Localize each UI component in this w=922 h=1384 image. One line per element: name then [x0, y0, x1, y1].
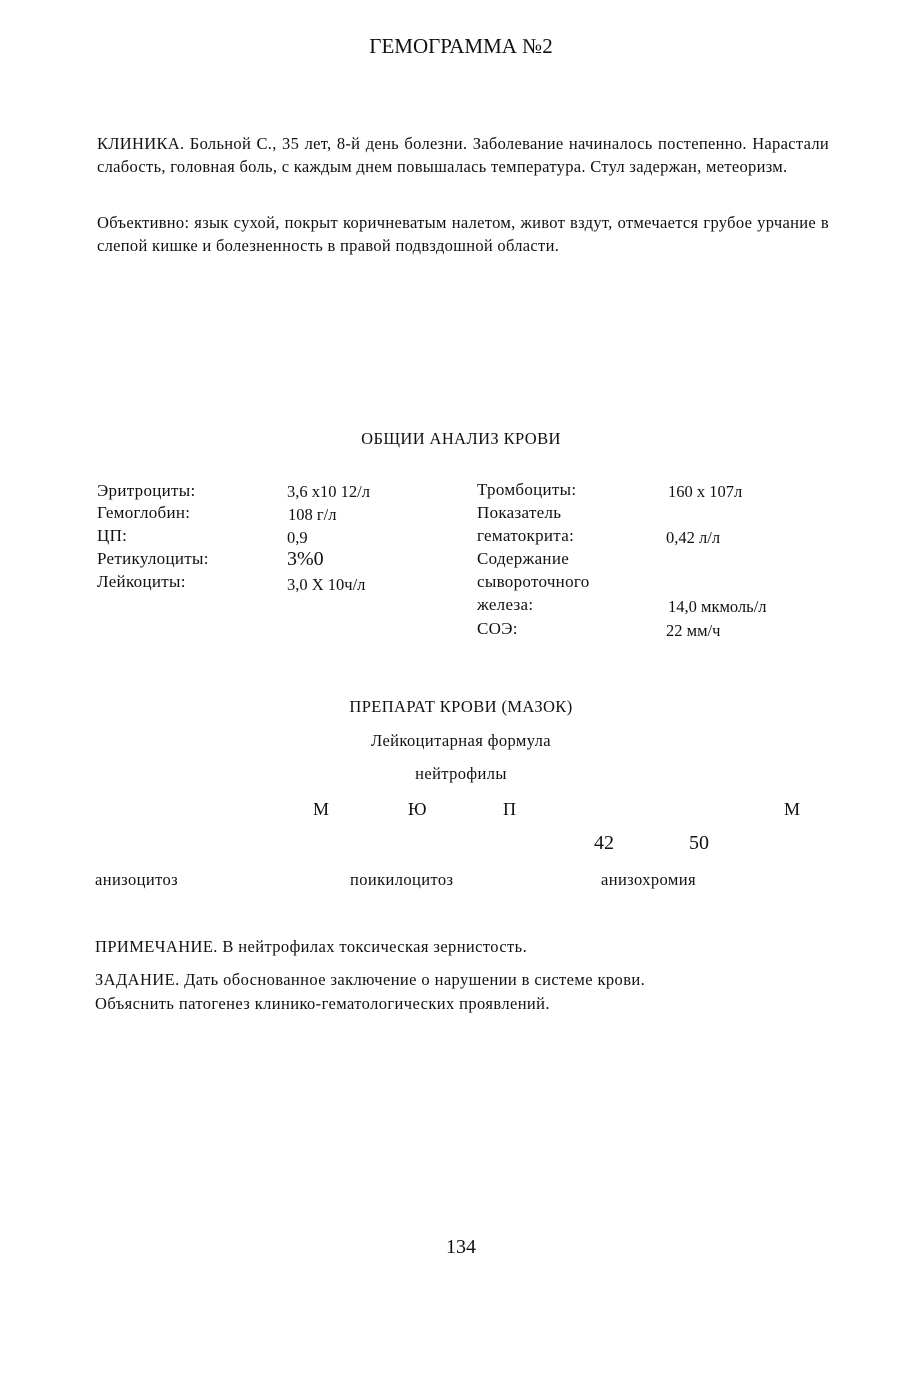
- hemoglobin-value: 108 г/л: [288, 505, 337, 524]
- leukocytes-label: Лейкоциты:: [97, 572, 186, 591]
- page-number: 134: [446, 1236, 476, 1258]
- col-band: П: [503, 799, 516, 819]
- iron-label-line2: сывороточного: [477, 572, 590, 591]
- task-line-1: ЗАДАНИЕ. Дать обоснованное заключение о нарушении в системе крови.: [95, 970, 646, 989]
- esr-label: СОЭ:: [477, 619, 518, 638]
- smear-heading: ПРЕПАРАТ КРОВИ (МАЗОК): [349, 697, 573, 716]
- color-index-label: ЦП:: [97, 526, 128, 545]
- neutrophils-heading: нейтрофилы: [415, 764, 507, 783]
- note-text: ПРИМЕЧАНИЕ. В нейтрофилах токсическая зернистость.: [95, 937, 528, 956]
- iron-label-line1: Содержание: [477, 549, 570, 568]
- erythrocytes-label: Эритроциты:: [97, 481, 196, 500]
- reticulocytes-value: 3%0: [287, 548, 324, 570]
- anisochromia-label: анизохромия: [601, 870, 696, 889]
- clinic-paragraph: КЛИНИКА. Больной С., 35 лет, 8-й день болезни. Заболевание начиналось постепенно. Нарастали слабость, головная боль, с каждым днем повышалась температура. Стул задержан, метеоризм.: [97, 134, 829, 176]
- poikilocytosis-label: поикилоцитоз: [350, 870, 454, 889]
- hematocrit-label-line2: гематокрита:: [477, 526, 575, 545]
- iron-value: 14,0 мкмоль/л: [668, 597, 767, 616]
- platelets-label: Тромбоциты:: [477, 480, 577, 499]
- task-line-2: Объяснить патогенез клинико-гематологических проявлений.: [95, 994, 550, 1013]
- platelets-value: 160 х 107л: [668, 482, 743, 501]
- color-index-value: 0,9: [287, 528, 308, 547]
- esr-value: 22 мм/ч: [666, 621, 721, 640]
- objective-paragraph: Объективно: язык сухой, покрыт коричневатым налетом, живот вздут, отмечается грубое урчание в слепой кишке и болезненность в правой подвздошной области.: [97, 213, 829, 255]
- leukocyte-formula-heading: Лейкоцитарная формула: [370, 731, 552, 750]
- leukocytes-value: 3,0 Х 10ч/л: [287, 575, 366, 594]
- iron-label-line3: железа:: [477, 595, 534, 614]
- hemoglobin-label: Гемоглобин:: [97, 503, 191, 522]
- value-lymphocytes: 50: [689, 832, 709, 854]
- hematocrit-value: 0,42 л/л: [666, 528, 721, 547]
- col-metamyelocytes: Ю: [408, 799, 427, 819]
- col-monocytes: М: [784, 799, 801, 819]
- erythrocytes-value: 3,6 х10 12/л: [287, 482, 370, 501]
- analysis-heading: ОБЩИИ АНАЛИЗ КРОВИ: [361, 429, 561, 448]
- page-title: ГЕМОГРАММА №2: [369, 34, 553, 58]
- col-myelocytes: М: [313, 799, 330, 819]
- anisocytosis-label: анизоцитоз: [95, 870, 179, 889]
- reticulocytes-label: Ретикулоциты:: [97, 549, 209, 568]
- value-segmented: 42: [594, 832, 614, 854]
- hematocrit-label-line1: Показатель: [477, 503, 562, 522]
